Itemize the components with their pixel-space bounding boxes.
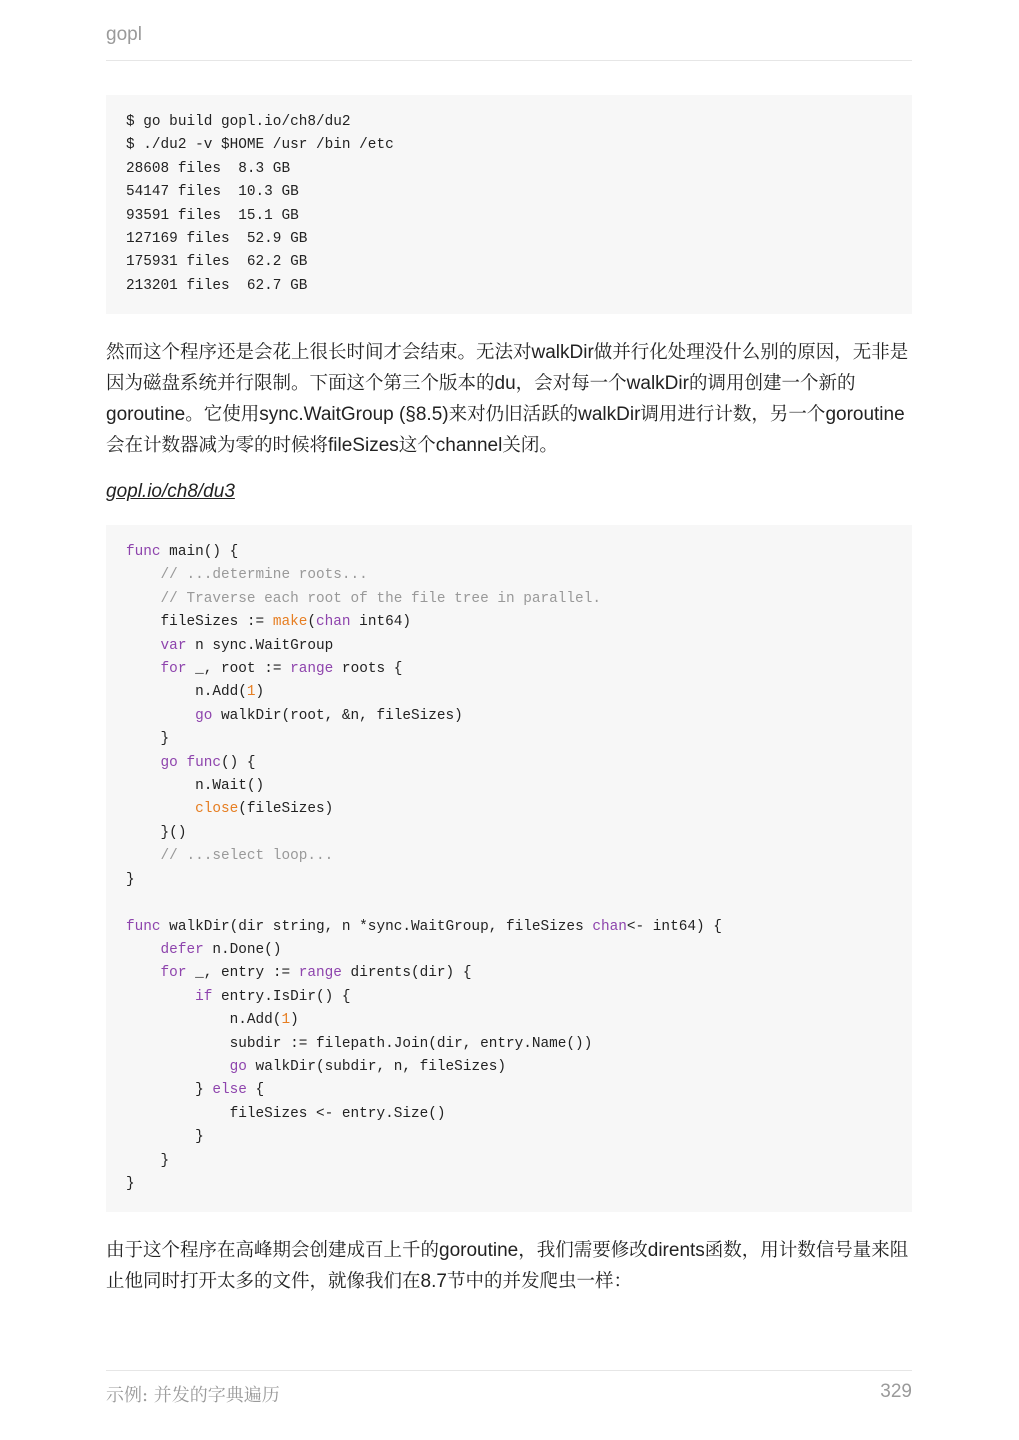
code-number: 1 [281,1012,291,1029]
page-header-title: gopl [106,24,142,45]
code-text: n.Add( [126,684,247,701]
code-keyword: range [290,661,334,678]
code-keyword: if [195,988,213,1005]
code-line [126,708,463,724]
code-text [126,989,195,1005]
code-builtin: close [195,801,239,818]
code-line [126,1059,506,1075]
code-line [126,848,333,864]
code-line: 127169 files 52.9 GB [126,231,308,248]
code-keyword: else [212,1082,247,1099]
code-comment: // Traverse each root of the file tree in parallel. [126,590,601,607]
code-line [126,942,281,958]
code-line [126,825,186,841]
code-keyword: chan [592,918,627,935]
code-line [126,1106,446,1122]
code-line [126,1129,204,1145]
code-text: fileSizes := [126,614,273,631]
code-line [126,1082,264,1098]
code-line: $ go build gopl.io/ch8/du2 [126,114,351,130]
code-text: roots { [333,661,403,678]
code-text: ( [307,614,316,631]
code-line: 54147 files 10.3 GB [126,184,299,201]
code-keyword: go [195,707,213,724]
code-text: n sync.WaitGroup [186,637,334,654]
code-comment: // ...determine roots... [126,567,368,584]
code-text: } [126,731,170,748]
code-line [126,684,264,700]
code-line [126,661,402,677]
code-text: _, entry := [186,965,299,982]
code-line [126,731,169,747]
code-keyword: for [160,661,187,678]
code-line: $ ./du2 -v $HOME /usr /bin /etc [126,137,394,154]
code-text [126,638,161,654]
code-text: (fileSizes) [238,801,334,818]
code-text: } [126,1175,135,1192]
code-text: } [126,1082,213,1099]
code-text: ) [290,1012,299,1029]
code-line [126,1012,299,1028]
code-block-du3 [106,525,912,1212]
code-text: } [126,871,135,888]
code-line [126,567,368,583]
code-text: int64) [350,614,411,631]
code-keyword: func [126,544,161,560]
footer-chapter-title: 示例: 并发的字典遍历 [106,1385,280,1406]
code-text: ) [255,684,265,701]
header-divider [106,60,912,61]
code-line [126,965,471,981]
code-line [126,778,264,794]
code-keyword: defer [160,941,204,958]
code-comment: // ...select loop... [126,848,334,865]
code-text: } [126,1129,204,1146]
code-text: { [246,1082,265,1099]
code-text: dirents(dir) { [341,965,472,982]
code-line: 28608 files 8.3 GB [126,160,291,177]
code-text: }() [126,824,187,841]
code-keyword: go [229,1058,247,1075]
footer-page-number: 329 [880,1381,912,1402]
code-line: 93591 files 15.1 GB [126,207,299,224]
code-builtin: make [272,614,308,631]
code-line [126,614,411,630]
code-text [126,801,195,817]
code-line [126,755,256,771]
code-text [126,755,161,771]
code-line [126,1036,592,1052]
code-text: n.Add( [126,1012,282,1029]
code-line: 213201 files 62.7 GB [126,277,308,294]
code-keyword: chan [316,614,351,631]
code-text: walkDir(dir string, n *sync.WaitGroup, fileSizes [160,918,593,935]
code-text: fileSizes <- entry.Size() [126,1105,446,1122]
code-line [126,591,601,607]
code-text: <- int64) { [626,918,722,935]
code-text: n.Wait() [126,778,265,795]
code-text: entry.IsDir() { [212,988,351,1005]
paragraph-followup: 由于这个程序在高峰期会创建成百上千的goroutine，我们需要修改dirents函数，用计数信号量来阻止他同时打开太多的文件，就像我们在8.7节中的并发爬虫一样： [106,1240,909,1292]
code-line [126,1153,169,1169]
code-line [126,872,135,888]
code-line [126,544,238,560]
code-line [126,638,333,654]
code-text: } [126,1152,170,1169]
code-line [126,989,351,1005]
code-text: _, root := [186,661,291,678]
code-text: n.Done() [203,941,282,958]
footer-divider [106,1370,912,1371]
code-keyword: var [160,637,187,654]
code-number: 1 [246,684,256,701]
code-text: walkDir(subdir, n, fileSizes) [246,1058,506,1075]
code-keyword: func [186,754,222,771]
code-line: 175931 files 62.2 GB [126,254,308,271]
paragraph-intro: 然而这个程序还是会花上很长时间才会结束。无法对walkDir做并行化处理没什么别的原因，无非是因为磁盘系统并行限制。下面这个第三个版本的du，会对每一个walkDir的调用创建一个新的goroutine。它使用sync.WaitGroup (§8.5)来对仍旧活跃的walkDir调用进行计数，另一个goroutine会在计数器减为零的时候将fileSizes这个channel关闭。 [106,342,909,456]
source-link-du3[interactable]: gopl.io/ch8/du3 [106,481,235,502]
code-text [126,942,161,958]
code-text: walkDir(root, &n, fileSizes) [212,707,463,724]
code-keyword: range [298,965,342,982]
code-keyword: func [126,918,161,935]
code-text [126,965,161,981]
code-text: subdir := filepath.Join(dir, entry.Name()) [126,1035,593,1052]
code-line [126,801,333,817]
code-keyword: for [160,965,187,982]
code-text: main() { [160,544,239,560]
code-text [126,661,161,677]
code-text [126,1059,230,1075]
code-block-shell-output [106,95,912,314]
code-keyword: go [160,754,178,771]
code-text [126,708,195,724]
code-text: () { [221,754,256,771]
code-line [126,919,722,935]
code-line [126,1176,135,1192]
